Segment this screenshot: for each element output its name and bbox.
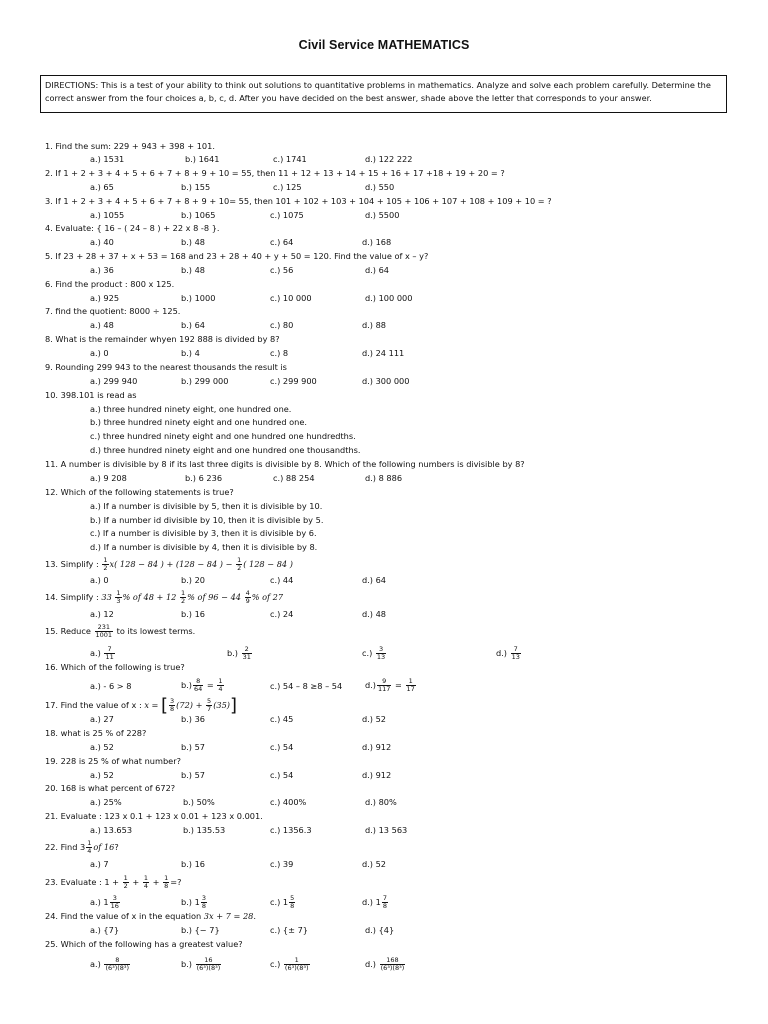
page-title: Civil Service MATHEMATICS	[298, 38, 470, 52]
fraction-5-7: $\frac{5}{7}$	[207, 697, 212, 713]
option-23c: c.) 1 $\frac{5}{8}$	[270, 894, 295, 910]
option-23b: b.) 1 $\frac{3}{8}$	[181, 894, 206, 910]
option-1b: b.) 1641	[185, 154, 220, 164]
option-12d: d.) If a number is divisible by 4, then it is divisible by 8.	[90, 542, 318, 552]
question-13-prefix: 13. Simplify :	[45, 559, 102, 569]
option-9c: c.) 299 900	[270, 376, 317, 386]
option-4b: b.) 48	[181, 237, 206, 247]
option-4d: d.) 168	[362, 237, 392, 247]
question-17: 17. Find the value of x : x = [ $\frac{3}{8}$ (72) + $\frac{5}{7}$ (35)]	[45, 695, 238, 716]
option-17b: b.) 36	[181, 714, 206, 724]
option-11a: a.) 9 208	[90, 473, 127, 483]
fraction-1-2: $\frac{1}{2}$	[237, 556, 242, 572]
option-16b: b.) $\frac{8}{64}$ = $\frac{1}{4}$	[181, 677, 223, 693]
option-8d: d.) 24 111	[362, 348, 405, 358]
q22-suffix: ?	[114, 842, 119, 852]
option-24b: b.) {− 7}	[181, 925, 220, 935]
option-10a: a.) three hundred ninety eight, one hundred one.	[90, 404, 292, 414]
option-25d: d.) $\frac{168}{\text{(6³)(8³)}}$	[365, 956, 405, 972]
fraction-1-2: $\frac{1}{2}$	[103, 556, 108, 572]
question-11: 11. A number is divisible by 8 if its last three digits is divisible by 8. Which of the following numbers is divisible by 8?	[45, 459, 525, 469]
option-25a: a.) $\frac{8}{\text{(6³)(8³)}}$	[90, 956, 130, 972]
option-24a: a.) {7}	[90, 925, 120, 935]
option-6d: d.) 100 000	[365, 293, 413, 303]
question-17-prefix: 17. Find the value of x :	[45, 700, 145, 710]
question-13	[45, 557, 293, 572]
option-16a: a.) - 6 > 8	[90, 681, 132, 691]
option-18b: b.) 57	[181, 742, 206, 752]
option-6b: b.) 1000	[181, 293, 216, 303]
option-9d: d.) 300 000	[362, 376, 410, 386]
option-7a: a.) 48	[90, 320, 114, 330]
q23-equals: =?	[170, 877, 182, 887]
question-5: 5. If 23 + 28 + 37 + x + 53 = 168 and 23 + 28 + 40 + y + 50 = 120. Find the value of x – y?	[45, 251, 429, 261]
option-22b: b.) 16	[181, 859, 206, 869]
option-10d: d.) three hundred ninety eight and one hundred one thousandths.	[90, 445, 361, 455]
option-18d: d.) 912	[362, 742, 392, 752]
option-6c: c.) 10 000	[270, 293, 312, 303]
option-4a: a.) 40	[90, 237, 114, 247]
q17-x: x =	[144, 700, 161, 710]
question-15	[45, 624, 195, 639]
question-13-expression: x( 128 − 84 ) + (128 − 84 ) −	[109, 559, 236, 569]
question-12: 12. Which of the following statements is true?	[45, 487, 234, 497]
option-25c: c.) $\frac{1}{\text{(6³)(8³)}}$	[270, 956, 309, 972]
option-19c: c.) 54	[270, 770, 294, 780]
option-2a: a.) 65	[90, 182, 114, 192]
option-16d: d.) $\frac{9}{117}$ = $\frac{1}{17}$	[365, 677, 415, 693]
question-14-prefix: 14. Simplify :	[45, 592, 102, 602]
option-15b: b.) $\frac{2}{31}$	[227, 645, 251, 661]
option-14a: a.) 12	[90, 609, 114, 619]
option-21b: b.) 135.53	[183, 825, 226, 835]
question-9: 9. Rounding 299 943 to the nearest thousands the result is	[45, 362, 287, 372]
question-15-prefix: 15. Reduce	[45, 626, 94, 636]
option-19a: a.) 52	[90, 770, 114, 780]
question-1: 1. Find the sum: 229 + 943 + 398 + 101.	[45, 141, 215, 151]
option-12b: b.) If a number id divisible by 10, then it is divisible by 5.	[90, 515, 324, 525]
q14-term-d: % of 27	[251, 592, 284, 602]
q14-term-b: % of 48 + 12	[122, 592, 179, 602]
option-14d: d.) 48	[362, 609, 387, 619]
question-2: 2. If 1 + 2 + 3 + 4 + 5 + 6 + 7 + 8 + 9 + 10 = 55, then 11 + 12 + 13 + 14 + 15 + 16 + 17 +18 + 19 + 20 = ?	[45, 168, 505, 178]
option-7b: b.) 64	[181, 320, 206, 330]
question-8: 8. What is the remainder whyen 192 888 is divided by 8?	[45, 334, 280, 344]
fraction-3-8: $\frac{3}{8}$	[170, 697, 175, 713]
option-12c: c.) If a number is divisible by 3, then it is divisible by 6.	[90, 528, 317, 538]
option-13d: d.) 64	[362, 575, 387, 585]
option-9a: a.) 299 940	[90, 376, 138, 386]
option-3a: a.) 1055	[90, 210, 125, 220]
option-2d: d.) 550	[365, 182, 395, 192]
option-7d: d.) 88	[362, 320, 387, 330]
question-20: 20. 168 is what percent of 672?	[45, 783, 176, 793]
option-20a: a.) 25%	[90, 797, 122, 807]
question-10: 10. 398.101 is read as	[45, 390, 137, 400]
question-13-tail: ( 128 − 84 )	[243, 559, 293, 569]
option-11d: d.) 8 886	[365, 473, 403, 483]
q14-term-c: % of 96 − 44	[187, 592, 244, 602]
option-13c: c.) 44	[270, 575, 294, 585]
option-10c: c.) three hundred ninety eight and one hundred one hundredths.	[90, 431, 356, 441]
option-23d: d.) 1 $\frac{7}{8}$	[362, 894, 387, 910]
option-6a: a.) 925	[90, 293, 120, 303]
option-14c: c.) 24	[270, 609, 294, 619]
option-2c: c.) 125	[273, 182, 302, 192]
option-1d: d.) 122 222	[365, 154, 413, 164]
q24-equation: 3x + 7 = 28.	[203, 911, 256, 921]
option-15d: d.) $\frac{7}{13}$	[496, 645, 520, 661]
q22-tail: of 16	[93, 842, 115, 852]
option-18c: c.) 54	[270, 742, 294, 752]
option-13b: b.) 20	[181, 575, 206, 585]
option-20b: b.) 50%	[183, 797, 215, 807]
option-5d: d.) 64	[365, 265, 390, 275]
option-22c: c.) 39	[270, 859, 294, 869]
fraction-1-3: $\frac{1}{3}$	[116, 589, 121, 605]
question-4: 4. Evaluate: { 16 – ( 24 – 8 ) + 22 x 8 -8 }.	[45, 223, 220, 233]
question-18: 18. what is 25 % of 228?	[45, 728, 147, 738]
question-24-prefix: 24. Find the value of x in the equation	[45, 911, 204, 921]
option-8a: a.) 0	[90, 348, 109, 358]
option-16c: c.) 54 – 8 ≥8 – 54	[270, 681, 343, 691]
option-15c: c.) $\frac{3}{13}$	[362, 645, 386, 661]
question-23: 23. Evaluate : 1 + $\frac{1}{2}$ + $\frac{1}{4}$ + $\frac{1}{8}$ =?	[45, 874, 182, 890]
question-25: 25. Which of the following has a greatest value?	[45, 939, 243, 949]
question-7: 7. find the quotient: 8000 ÷ 125.	[45, 306, 181, 316]
question-22-prefix: 22. Find 3	[45, 842, 86, 852]
option-12a: a.) If a number is divisible by 5, then it is divisible by 10.	[90, 501, 323, 511]
option-3b: b.) 1065	[181, 210, 216, 220]
option-21a: a.) 13.653	[90, 825, 133, 835]
question-16: 16. Which of the following is true?	[45, 662, 185, 672]
option-1c: c.) 1741	[273, 154, 307, 164]
question-6: 6. Find the product : 800 x 125.	[45, 279, 175, 289]
option-19b: b.) 57	[181, 770, 206, 780]
option-24c: c.) {± 7}	[270, 925, 308, 935]
option-3c: c.) 1075	[270, 210, 304, 220]
option-5c: c.) 56	[270, 265, 294, 275]
option-20d: d.) 80%	[365, 797, 397, 807]
option-20c: c.) 400%	[270, 797, 307, 807]
option-22d: d.) 52	[362, 859, 387, 869]
option-15a: a.) $\frac{7}{11}$	[90, 645, 114, 661]
option-13a: a.) 0	[90, 575, 109, 585]
question-14	[45, 590, 283, 605]
question-22	[45, 840, 119, 855]
q14-term-a: 33	[101, 592, 115, 602]
option-4c: c.) 64	[270, 237, 294, 247]
fraction-1-4: $\frac{1}{4}$	[87, 839, 92, 855]
directions-box: DIRECTIONS: This is a test of your ability to think out solutions to quantitative problems in mathematics. Analyze and solve each problem carefully. Determine the correct answer from the four choices a, b, c, d. After you have decided on the best answer, shade above the letter that corresponds to your answer.	[40, 75, 727, 113]
option-5a: a.) 36	[90, 265, 114, 275]
option-11c: c.) 88 254	[273, 473, 315, 483]
option-7c: c.) 80	[270, 320, 294, 330]
option-25b: b.) $\frac{16}{\text{(6³)(8³)}}$	[181, 956, 221, 972]
fraction-1-2: $\frac{1}{2}$	[181, 589, 186, 605]
option-10b: b.) three hundred ninety eight and one hundred one.	[90, 417, 307, 427]
option-17c: c.) 45	[270, 714, 294, 724]
option-17d: d.) 52	[362, 714, 387, 724]
question-19: 19. 228 is 25 % of what number?	[45, 756, 181, 766]
option-5b: b.) 48	[181, 265, 206, 275]
fraction-4-9: $\frac{4}{9}$	[245, 589, 250, 605]
option-9b: b.) 299 000	[181, 376, 229, 386]
option-17a: a.) 27	[90, 714, 114, 724]
option-8c: c.) 8	[270, 348, 289, 358]
question-21: 21. Evaluate : 123 x 0.1 + 123 x 0.01 + 123 x 0.001.	[45, 811, 263, 821]
option-21c: c.) 1356.3	[270, 825, 312, 835]
fraction-231-1001: $\frac{231}{1001}$	[95, 623, 113, 639]
option-3d: d.) 5500	[365, 210, 400, 220]
question-15-suffix: to its lowest terms.	[114, 626, 196, 636]
option-24d: d.) {4}	[365, 925, 395, 935]
option-19d: d.) 912	[362, 770, 392, 780]
option-21d: d.) 13 563	[365, 825, 408, 835]
question-24	[45, 911, 256, 922]
option-1a: a.) 1531	[90, 154, 125, 164]
q17-mid: (72) +	[176, 700, 206, 710]
option-14b: b.) 16	[181, 609, 206, 619]
question-23-prefix: 23. Evaluate : 1 +	[45, 877, 122, 887]
question-3: 3. If 1 + 2 + 3 + 4 + 5 + 6 + 7 + 8 + 9 + 10= 55, then 101 + 102 + 103 + 104 + 105 + 106 + 107 + 108 + 109 + 10 = ?	[45, 196, 552, 206]
option-11b: b.) 6 236	[185, 473, 223, 483]
option-8b: b.) 4	[181, 348, 200, 358]
q17-tail: (35)	[213, 700, 230, 710]
option-18a: a.) 52	[90, 742, 114, 752]
option-2b: b.) 155	[181, 182, 211, 192]
option-22a: a.) 7	[90, 859, 109, 869]
option-23a: a.) 1 $\frac{3}{16}$	[90, 894, 119, 910]
